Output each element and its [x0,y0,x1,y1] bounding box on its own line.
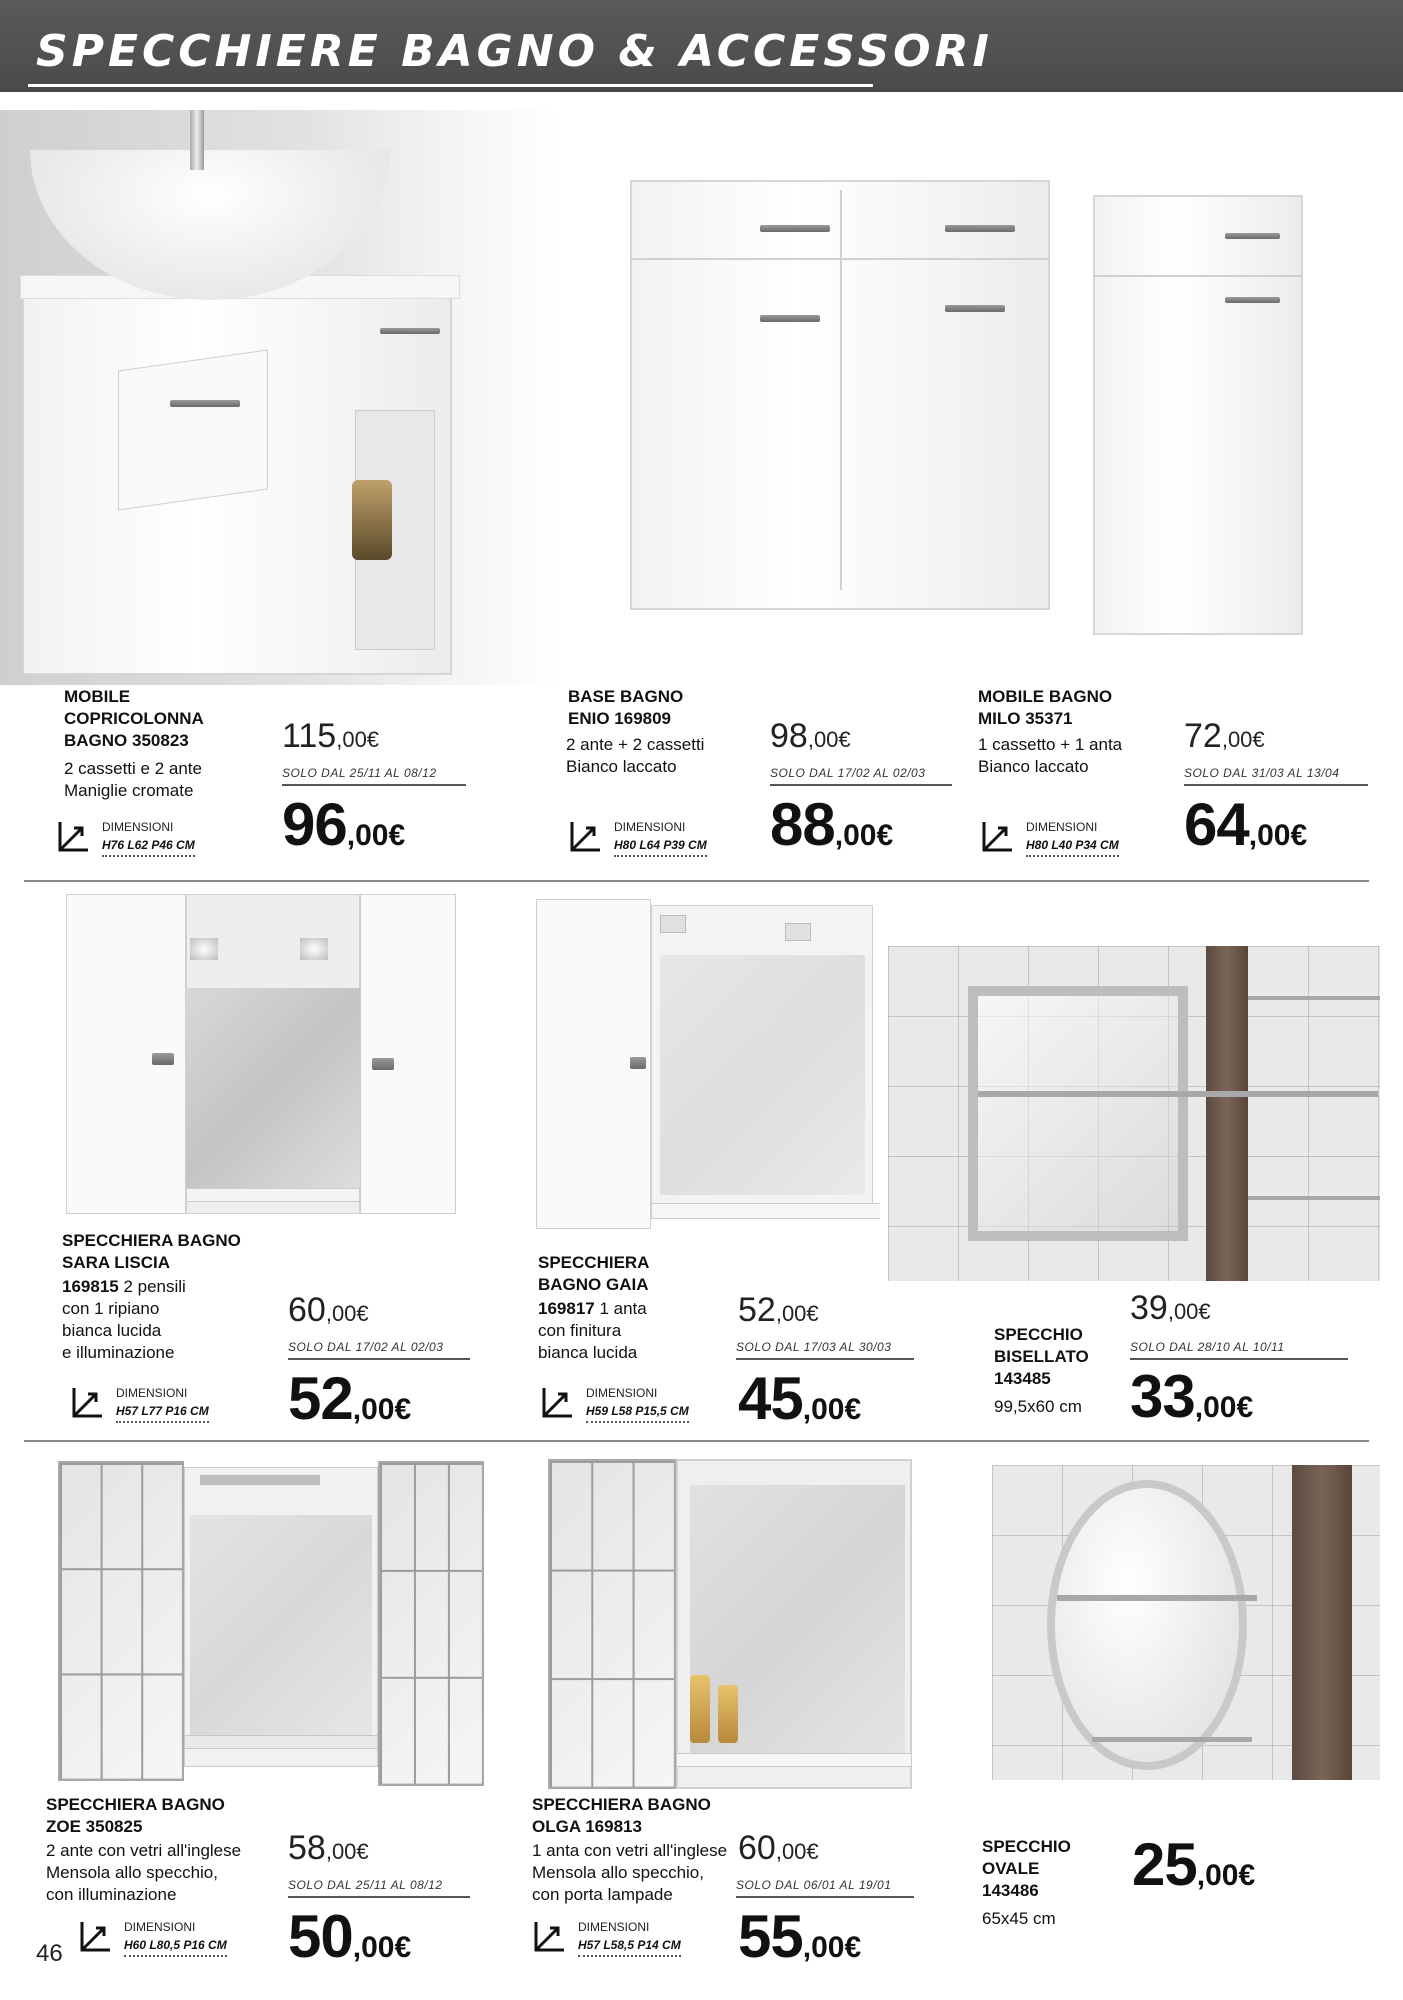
product-name-bisellato: SPECCHIO BISELLATO 143485 [994,1325,1089,1388]
dimensions-value: H76 L62 P46 CM [102,838,195,857]
dimensions-zoe [78,1916,248,1964]
product-name-ovale: SPECCHIO OVALE 143486 [982,1837,1071,1900]
new-price-gaia: 45,00€ [738,1365,862,1432]
product-photo-olga [540,1455,920,1790]
promo-period-enio: SOLO DAL 17/02 AL 02/03 [770,766,952,786]
dimensions-olga [532,1916,702,1964]
product-desc-sara-line1: 169815 2 pensili [62,1277,186,1296]
product-desc-gaia-line1: 169817 1 anta [538,1299,647,1318]
promo-period-zoe: SOLO DAL 25/11 AL 08/12 [288,1878,470,1898]
product-photo-gaia [530,895,880,1235]
dimensions-value: H80 L64 P39 CM [614,838,707,857]
product-desc-zoe: 2 ante con vetri all'inglese Mensola allo specchio, con illuminazione [46,1841,242,1904]
promo-period-copricolonna: SOLO DAL 25/11 AL 08/12 [282,766,466,786]
dimensions-icon [78,1920,112,1954]
product-desc-bisellato: 99,5x60 cm [994,1397,1082,1416]
new-price-bisellato: 33,00€ [1130,1363,1254,1430]
row-divider [24,1440,1369,1442]
dimensions-gaia [540,1382,710,1430]
dimensions-icon [70,1386,104,1420]
old-price-sara: 60,00€ [288,1291,369,1329]
dimensions-icon [56,820,90,854]
old-price-enio: 98,00€ [770,717,851,755]
new-price-olga: 55,00€ [738,1903,862,1970]
dimensions-value: H60 L80,5 P16 CM [124,1938,227,1957]
dimensions-label: DIMENSIONI [116,1386,188,1400]
product-name-gaia: SPECCHIERA BAGNO GAIA [538,1253,650,1294]
dimensions-value: H80 L40 P34 CM [1026,838,1119,857]
product-name-copricolonna: MOBILE COPRICOLONNA BAGNO 350823 [64,687,204,750]
product-name-zoe: SPECCHIERA BAGNO ZOE 350825 [46,1795,225,1836]
product-code-sara: 169815 [62,1277,119,1296]
new-price-milo: 64,00€ [1184,791,1308,858]
page-number: 46 [36,1940,63,1967]
dimensions-label: DIMENSIONI [578,1920,650,1934]
row-divider [24,880,1369,882]
product-desc-copricolonna: 2 cassetti e 2 ante Maniglie cromate [64,759,202,800]
product-code-gaia: 169817 [538,1299,595,1318]
new-price-copricolonna: 96,00€ [282,791,406,858]
old-price-copricolonna: 115,00€ [282,717,380,755]
product-photo-zoe [50,1455,490,1790]
product-photo-ovale [992,1465,1380,1780]
product-photo-milo [1085,185,1310,640]
dimensions-milo [980,816,1150,864]
promo-period-olga: SOLO DAL 06/01 AL 19/01 [736,1878,914,1898]
dimensions-value: H59 L58 P15,5 CM [586,1404,689,1423]
product-desc-gaia: con finitura bianca lucida [538,1321,638,1362]
dimensions-label: DIMENSIONI [102,820,174,834]
promo-period-milo: SOLO DAL 31/03 AL 13/04 [1184,766,1368,786]
dimensions-label: DIMENSIONI [124,1920,196,1934]
product-desc-milo: 1 cassetto + 1 anta Bianco laccato [978,735,1123,776]
dimensions-label: DIMENSIONI [1026,820,1098,834]
product-name-olga: SPECCHIERA BAGNO OLGA 169813 [532,1795,711,1836]
new-price-ovale: 25,00€ [1132,1831,1256,1898]
new-price-enio: 88,00€ [770,791,894,858]
product-desc-enio: 2 ante + 2 cassetti Bianco laccato [566,735,705,776]
dimensions-sara [70,1382,240,1430]
old-price-gaia: 52,00€ [738,1291,819,1329]
product-desc-olga: 1 anta con vetri all'inglese Mensola allo specchio, con porta lampade [532,1841,728,1904]
product-photo-bisellato [888,946,1380,1281]
dimensions-value: H57 L58,5 P14 CM [578,1938,681,1957]
dimensions-label: DIMENSIONI [586,1386,658,1400]
dimensions-icon [540,1386,574,1420]
dimensions-icon [980,820,1014,854]
product-photo-copricolonna [0,110,560,685]
product-name-sara: SPECCHIERA BAGNO SARA LISCIA [62,1231,241,1272]
product-name-milo: MOBILE BAGNO MILO 35371 [978,687,1113,728]
old-price-olga: 60,00€ [738,1829,819,1867]
dimensions-value: H57 L77 P16 CM [116,1404,209,1423]
dimensions-icon [532,1920,566,1954]
new-price-zoe: 50,00€ [288,1903,412,1970]
dimensions-icon [568,820,602,854]
old-price-milo: 72,00€ [1184,717,1265,755]
dimensions-enio [568,816,738,864]
dimensions-label: DIMENSIONI [614,820,686,834]
product-desc-sara: con 1 ripiano bianca lucida e illuminazione [62,1299,175,1362]
old-price-zoe: 58,00€ [288,1829,369,1867]
old-price-bisellato: 39,00€ [1130,1289,1211,1327]
product-photo-enio [620,170,1060,620]
product-name-enio: BASE BAGNO ENIO 169809 [568,687,684,728]
promo-period-sara: SOLO DAL 17/02 AL 02/03 [288,1340,470,1360]
product-photo-sara [60,888,460,1218]
product-desc-ovale: 65x45 cm [982,1909,1056,1928]
page-header [0,0,1403,92]
header-underline [28,84,873,87]
promo-period-gaia: SOLO DAL 17/03 AL 30/03 [736,1340,914,1360]
promo-period-bisellato: SOLO DAL 28/10 AL 10/11 [1130,1340,1348,1360]
page-title: SPECCHIERE BAGNO & ACCESSORI [36,26,993,77]
new-price-sara: 52,00€ [288,1365,412,1432]
dimensions-copricolonna [56,816,226,864]
